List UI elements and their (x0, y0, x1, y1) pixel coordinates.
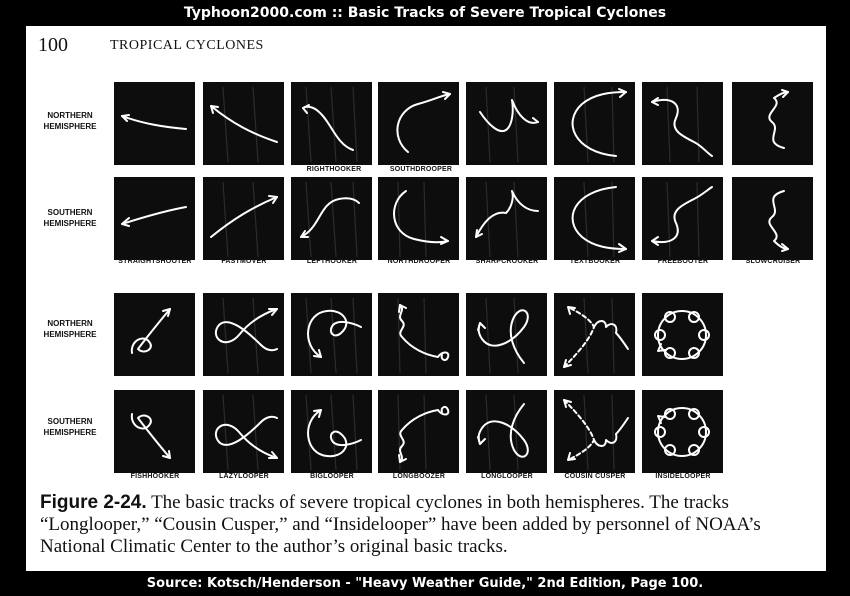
label-cousin-cusper: COUSIN CUSPER (564, 473, 626, 480)
figure-caption (40, 492, 820, 558)
label-sharpcrooker: SHARPCROOKER (475, 258, 539, 265)
label-longboozer: LONGBOOZER (392, 473, 446, 480)
track-panel-textbooker-north (554, 82, 635, 165)
track-panel-fastmover-south (203, 177, 284, 260)
label-insidelooper: INSIDELOOPER (655, 473, 711, 480)
track-panel-slowcruiser-south (732, 177, 813, 260)
track-panel-cousincusper-north (554, 293, 635, 376)
label-fastmover: FASTMOVER (221, 258, 267, 265)
label-longlooper: LONGLOOPER (481, 473, 533, 480)
track-panel-lazylooper-south (203, 390, 284, 473)
label-fishhooker: FISHHOOKER (130, 473, 180, 480)
track-panel-straightshooter-south (114, 177, 195, 260)
track-panel-sharpcrooker-north (466, 82, 547, 165)
label-northdrooper: NORTHDROOPER (387, 258, 451, 265)
track-panel-sharpcrooker-south (466, 177, 547, 260)
track-panel-biglooper-south (291, 390, 372, 473)
hemisphere-label-north-1: NORTHERN HEMISPHERE (43, 111, 97, 131)
track-panel-northdrooper-south (378, 177, 459, 260)
label-freebooter: FREEBOOTER (657, 258, 709, 265)
track-panel-longboozer-south (378, 390, 459, 473)
track-panel-fishhooker-north (114, 293, 195, 376)
label-textbooker: TEXTBOOKER (569, 258, 621, 265)
hemisphere-label-south-1: SOUTHERN HEMISPHERE (43, 208, 97, 228)
track-panel-fastmover-north (203, 82, 284, 165)
label-southdrooper: SOUTHDROOPER (389, 166, 453, 173)
label-lefthooker: LEFTHOOKER (306, 258, 358, 265)
label-straightshooter: STRAIGHTSHOOTER (118, 258, 192, 265)
track-panel-lazylooper-north (203, 293, 284, 376)
track-panel-insidelooper-north (642, 293, 723, 376)
track-panel-insidelooper-south (642, 390, 723, 473)
hemisphere-label-south-2: SOUTHERN HEMISPHERE (43, 417, 97, 437)
label-righthooker: RIGHTHOOKER (306, 166, 362, 173)
track-panel-longlooper-south (466, 390, 547, 473)
track-panel-straightshooter-north (114, 82, 195, 165)
track-panel-textbooker-south (554, 177, 635, 260)
track-panel-longboozer-north (378, 293, 459, 376)
page-number: 100 (38, 34, 68, 56)
track-panel-righthooker-north (291, 82, 372, 165)
track-panel-freebooter-north (642, 82, 723, 165)
label-lazylooper: LAZYLOOPER (219, 473, 269, 480)
figure-number: Figure 2-24. (40, 492, 147, 513)
source-credit: Source: Kotsch/Henderson - "Heavy Weather Guide," 2nd Edition, Page 100. (146, 576, 704, 591)
track-panel-cousincusper-south (554, 390, 635, 473)
track-panel-freebooter-south (642, 177, 723, 260)
hemisphere-label-north-2: NORTHERN HEMISPHERE (43, 319, 97, 339)
track-panel-lefthooker-south (291, 177, 372, 260)
caption-text: The basic tracks of severe tropical cyclones in both hemispheres. The tracks “Longlooper,” “Cousin Cusper,” and “Insidelooper” have been added by personnel of NOAA’s National Climatic Center to the author’s original basic tracks. (40, 492, 761, 557)
track-panel-biglooper-north (291, 293, 372, 376)
track-panel-fishhooker-south (114, 390, 195, 473)
label-biglooper: BIGLOOPER (310, 473, 354, 480)
track-panel-southdrooper-north (378, 82, 459, 165)
chapter-heading: TROPICAL CYCLONES (110, 38, 264, 53)
banner-title: Typhoon2000.com :: Basic Tracks of Severe Tropical Cyclones (183, 5, 667, 21)
track-panel-slowcruiser-north (732, 82, 813, 165)
label-slowcruiser: SLOWCRUISER (745, 258, 801, 265)
book-page (26, 26, 826, 571)
track-panel-longlooper-north (466, 293, 547, 376)
